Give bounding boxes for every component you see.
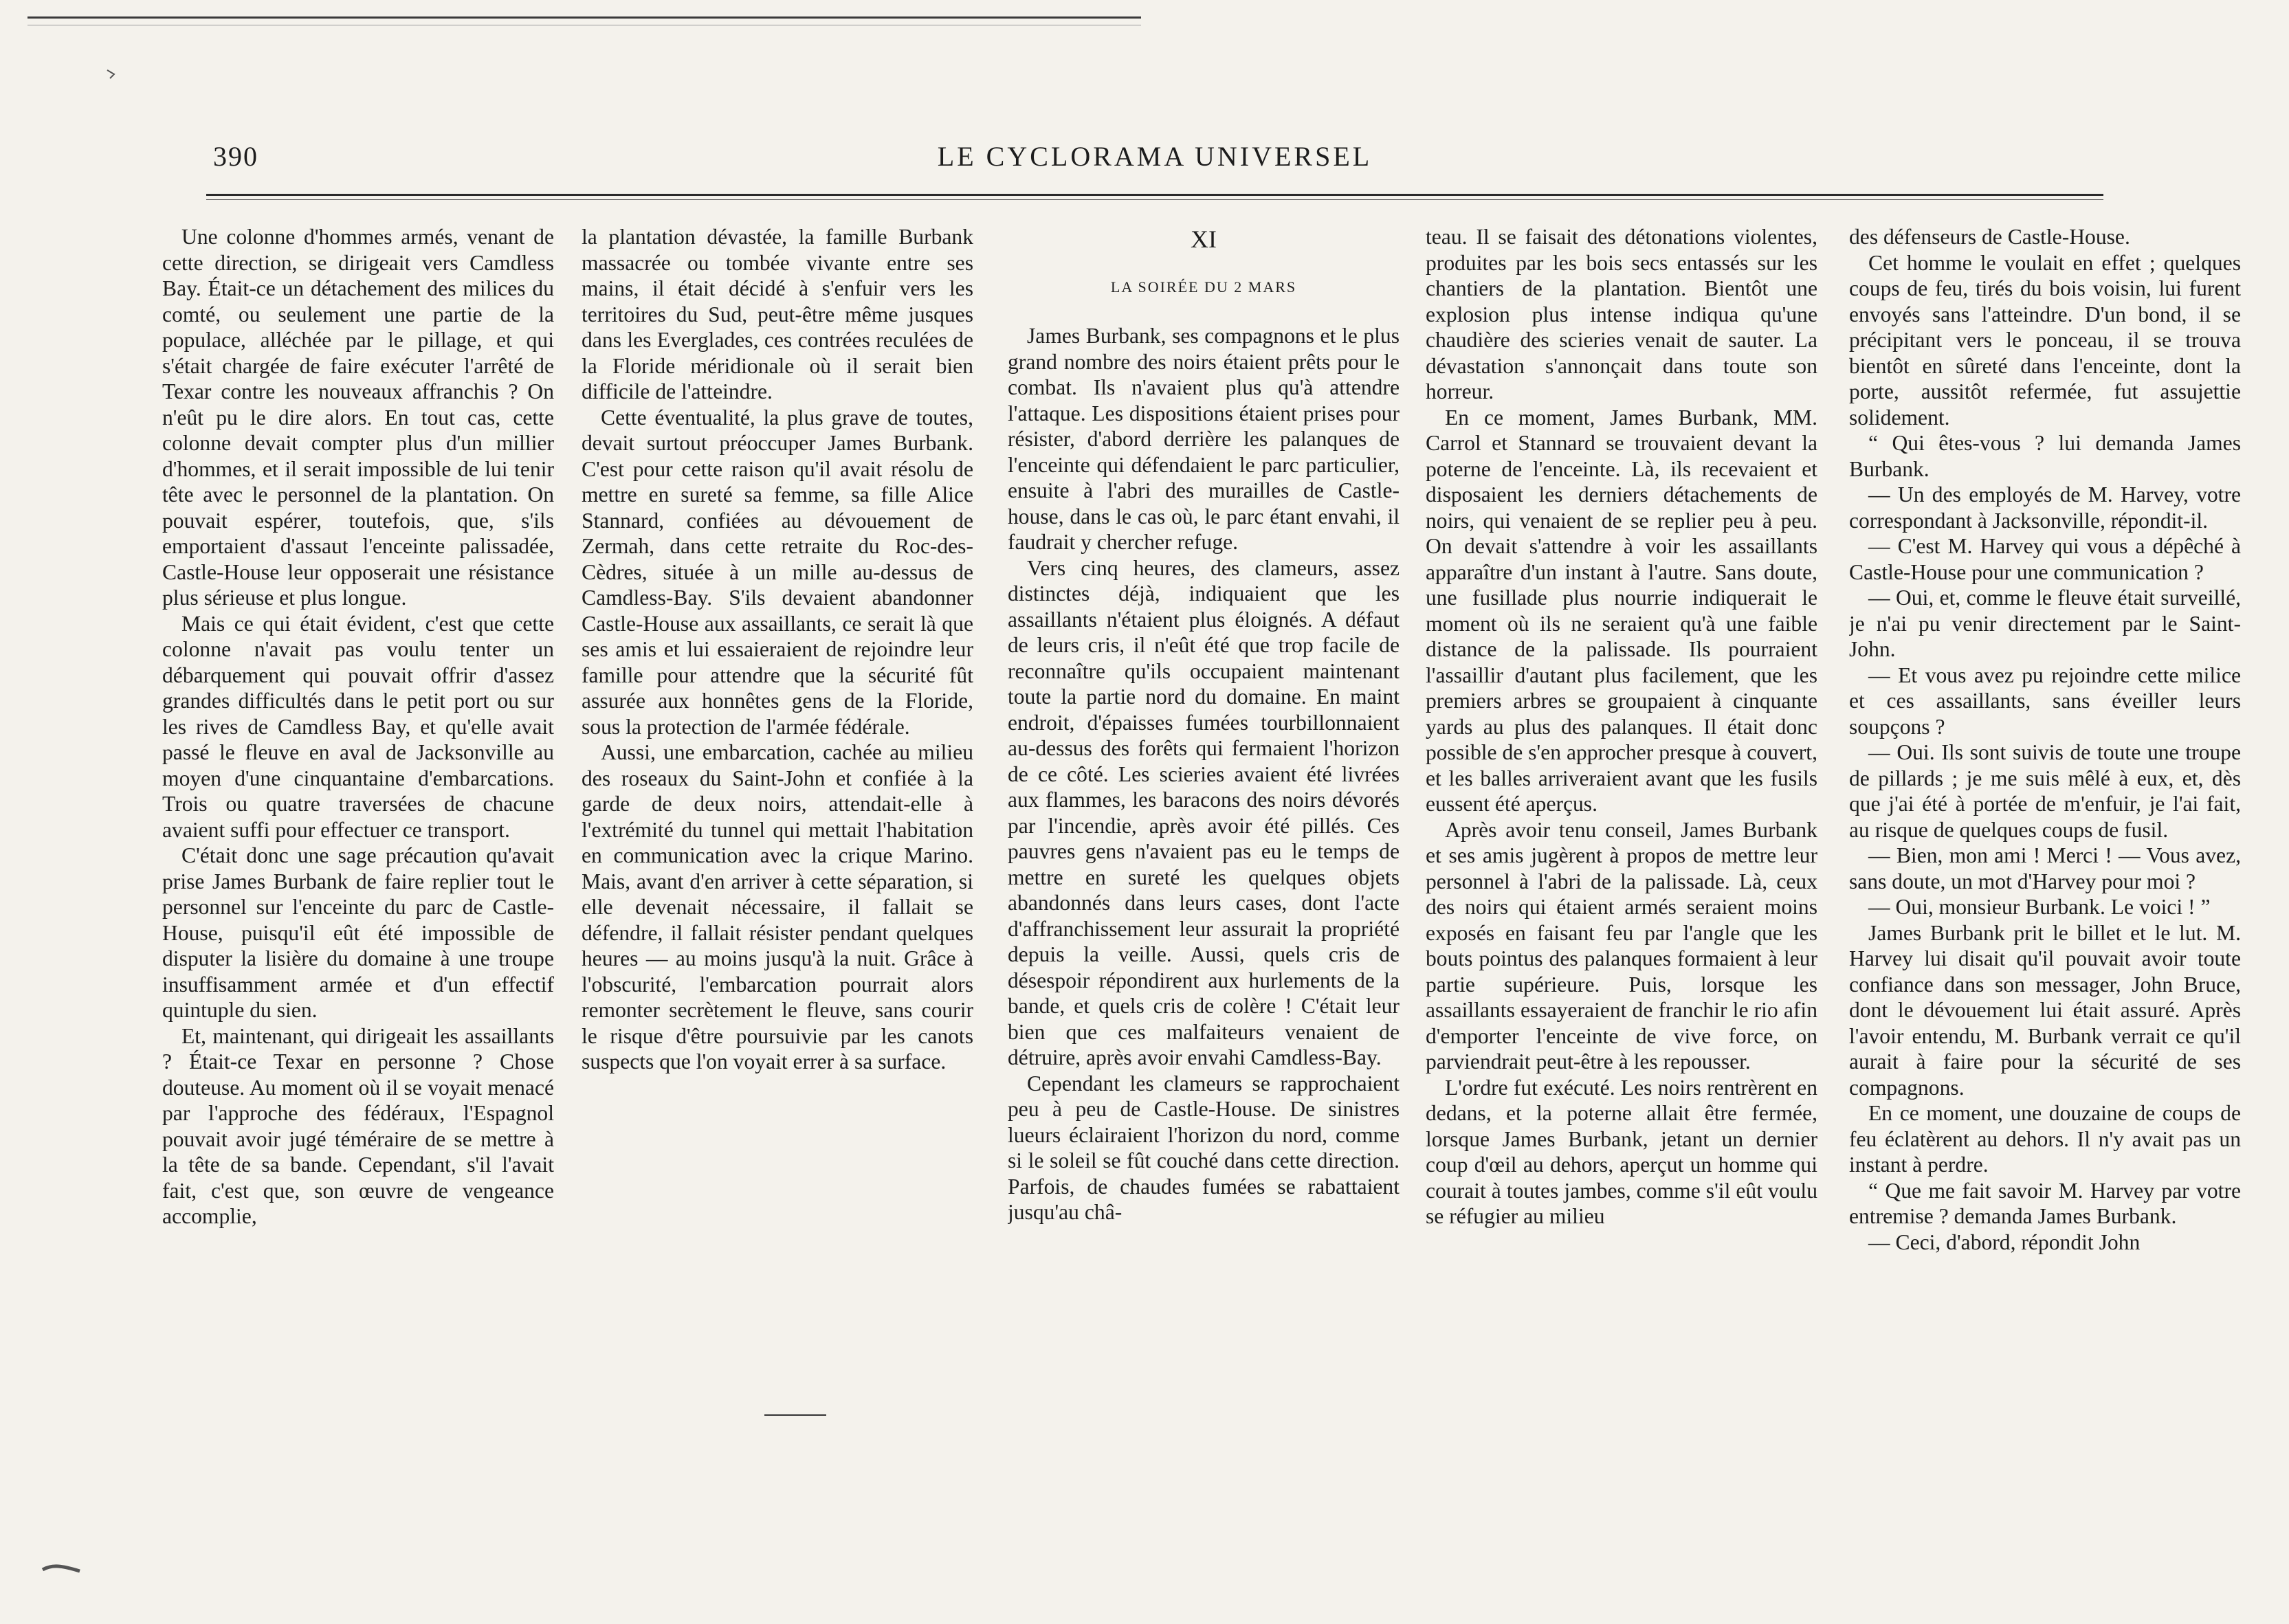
dialogue-line: — Oui, monsieur Burbank. Le voici ! ” xyxy=(1868,895,2211,919)
scan-speck-mark xyxy=(103,66,124,82)
top-border-rule xyxy=(27,16,1141,19)
paragraph: En ce moment, une douzaine de coups de feu éclatèrent au dehors. Il n'y avait pas un instant à perdre. xyxy=(1849,1101,2241,1177)
text-column-3 xyxy=(1008,224,1400,1544)
text-column-2 xyxy=(582,224,973,1544)
chapter-number: XI xyxy=(1191,225,1217,253)
paragraph: Cependant les clameurs se rapprochaient peu à peu de Castle-House. De sinistres lueurs éclairaient l'horizon du nord, comme si le soleil se fût couché dans cette direction. Parfois, de chaudes fumées se rabattaient jusqu'au châ- xyxy=(1008,1071,1400,1224)
header-rule xyxy=(206,194,2103,196)
paragraph: Une colonne d'hommes armés, venant de cette direction, se dirigeait vers Camdless Bay. Était-ce un détachement des milices du comté, ou seulement une partie de la populace, alléchée par le pillage, et qui s'était chargée de faire exécuter l'arrêté de Texar contre les nouveaux affranchis ? On n'eût pu le dire alors. En tout cas, cette colonne devait compter plus d'un millier d'hommes, et il serait impossible de lui tenir tête avec le personnel de la plantation. On pouvait espérer, toutefois, que, s'ils emportaient d'assaut l'enceinte palissadée, Castle-House leur opposerait une résistance plus sérieuse et plus longue. xyxy=(162,225,554,610)
dialogue-line: — Un des employés de M. Harvey, votre correspondant à Jacksonville, répondit-il. xyxy=(1849,482,2241,533)
dialogue-line: — Oui. Ils sont suivis de toute une troupe de pillards ; je me suis mêlé à eux, et, dès que j'ai été à portée de m'enfuir, je l'ai fait, au risque de quelques coups de fusil. xyxy=(1849,740,2241,842)
scan-smudge-mark xyxy=(41,1561,82,1578)
dialogue-line: — C'est M. Harvey qui vous a dépêché à Castle-House pour une communication ? xyxy=(1849,534,2241,584)
dialogue-line: — Oui, et, comme le fleuve était surveillé, je n'ai pu venir directement par le Saint-John. xyxy=(1849,586,2241,661)
paragraph: James Burbank, ses compagnons et le plus grand nombre des noirs étaient prêts pour le combat. Ils n'avaient plus qu'à attendre l'attaque. Les dispositions étaient prises pour résister, d'abord derrière les palanques de l'enceinte qui défendaient le parc particulier, ensuite à l'abri des murailles de Castle-house, dans le cas où, le parc étant envahi, il faudrait y chercher refuge. xyxy=(1008,324,1400,554)
running-title: LE CYCLORAMA UNIVERSEL xyxy=(937,141,1373,172)
text-column-4 xyxy=(1426,224,1817,1544)
paragraph: Vers cinq heures, des clameurs, assez distinctes déjà, indiquaient que les assaillants n'étaient plus éloignés. A défaut de leurs cris, il n'eût été que trop facile de reconnaître qu'ils occupaient maintenant toute la partie nord du domaine. En maint endroit, d'épaisses fumées tourbillonnaient au-dessus des forêts qui fermaient l'horizon de ce côté. Les scieries avaient été livrées aux flammes, les baracons des noirs dévorés par l'incendie, après avoir été pillés. Ces pauvres gens n'avaient pas eu le temps de mettre en sureté les quelques objets abandonnés dans leurs cases, dont l'acte d'affranchissement leur assurait la propriété depuis la veille. Aussi, quels cris de désespoir répondirent aux hurlements de la bande, et quels cris de colère ! C'était leur bien que ces malfaiteurs venaient de détruire, après avoir envahi Camdless-Bay. xyxy=(1008,555,1400,1069)
page-number: 390 xyxy=(213,141,258,172)
dialogue-line: — Ceci, d'abord, répondit John xyxy=(1868,1230,2141,1254)
paragraph: Aussi, une embarcation, cachée au milieu des roseaux du Saint-John et confiée à la garde de deux noirs, attendait-elle à l'extrémité du tunnel qui mettait l'habitation en communication avec la crique Marino. Mais, avant d'en arriver à cette séparation, si elle devenait nécessaire, il fallait se défendre, il fallait résister pendant quelques heures — au moins jusqu'à la nuit. Grâce à l'obscurité, l'embarcation pourrait alors remonter secrètement le fleuve, sans courir le risque d'être poursuivie par les canots suspects que l'on voyait errer à sa surface. xyxy=(582,740,973,1074)
paragraph: Mais ce qui était évident, c'est que cette colonne n'avait pas voulu tenter un débarquement qui pouvait offrir d'assez grandes difficultés dans le petit port ou sur les rives de Camdless Bay, et qu'elle avait passé le fleuve en aval de Jacksonville au moyen d'une cinquantaine d'embarcations. Trois ou quatre traversées de chacune avaient suffi pour effectuer ce transport. xyxy=(162,611,554,842)
header-rule-thin xyxy=(206,199,2103,200)
paragraph: Cet homme le voulait en effet ; quelques coups de feu, tirés du bois voisin, lui furent envoyés sans l'atteindre. D'un bond, il se précipitant vers le ponceau, il se trouva bientôt en sûreté dans l'enceinte, dont la porte, aussitôt refermée, fut assujettie solidement. xyxy=(1849,250,2241,430)
paragraph-continued: teau. Il se faisait des détonations violentes, produites par les bois secs entassés sur les chantiers de la plantation. Bientôt une explosion plus intense indiqua qu'une chaudière des scieries venait de sauter. La dévastation s'annonçait dans toute son horreur. xyxy=(1426,225,1817,403)
paragraph-continued: la plantation dévastée, la famille Burbank massacrée ou tombée vivante entre ses mains, il était décidé à s'enfuir vers les territoires du Sud, peut-être même jusques dans les Everglades, ces contrées reculées de la Floride méridionale où il serait bien difficile de l'atteindre. xyxy=(582,225,973,403)
paragraph: James Burbank prit le billet et le lut. M. Harvey lui disait qu'il pouvait avoir toute confiance dans son messager, John Bruce, dont le dévouement lui était assuré. Après l'avoir entendu, M. Burbank verrait ce qu'il aurait à faire pour la sécurité de ses compagnons. xyxy=(1849,920,2241,1100)
chapter-title: LA SOIRÉE DU 2 MARS xyxy=(1110,278,1297,296)
dialogue-line: — Bien, mon ami ! Merci ! — Vous avez, sans doute, un mot d'Harvey pour moi ? xyxy=(1849,843,2241,893)
dialogue-line: — Et vous avez pu rejoindre cette milice et ces assaillants, sans éveiller leurs soupçons ? xyxy=(1849,663,2241,739)
text-column-1 xyxy=(162,224,554,1544)
dialogue-line: “ Qui êtes-vous ? lui demanda James Burbank. xyxy=(1849,431,2241,481)
page-header xyxy=(206,137,2103,186)
paragraph: En ce moment, James Burbank, MM. Carrol et Stannard se trouvaient devant la poterne de l'enceinte. Là, ils recevaient et disposaient les derniers détachements de noirs, qui venaient de se replier peu à peu. On devait s'attendre à voir les assaillants apparaître d'un instant à l'autre. Sans doute, une fusillade plus nourrie indiquerait le moment où ils ne seraient qu'à une faible distance de la palissade. Ils pourraient l'assaillir d'autant plus facilement, que les premiers arbres se groupaient à cinquante yards au plus des palanques. Il était donc possible de s'en approcher presque à couvert, et les balles arriveraient avant que les fusils eussent été aperçus. xyxy=(1426,405,1817,816)
paragraph: L'ordre fut exécuté. Les noirs rentrèrent en dedans, et la poterne allait être fermée, lorsque James Burbank, jetant un dernier coup d'œil au dehors, aperçut un homme qui courait à toutes jambes, comme s'il eût voulu se réfugier au milieu xyxy=(1426,1075,1817,1228)
paragraph: Et, maintenant, qui dirigeait les assaillants ? Était-ce Texar en personne ? Chose douteuse. Au moment où il se voyait menacé par l'approche des fédéraux, l'Espagnol pouvait avoir jugé téméraire de se mettre à la tête de sa bande. Cependant, s'il l'avait fait, c'est que, son œuvre de vengeance accomplie, xyxy=(162,1023,554,1228)
text-column-5 xyxy=(1849,224,2241,1544)
section-end-rule xyxy=(764,1414,826,1416)
paragraph: Cette éventualité, la plus grave de toutes, devait surtout préoccuper James Burbank. C'est pour cette raison qu'il avait résolu de mettre en sureté sa femme, sa fille Alice Stannard, confiées au dévouement de Zermah, dans cette retraite du Roc-des-Cèdres, située à un mille au-dessus de Camdless-Bay. S'ils devaient abandonner Castle-House aux assaillants, ce serait là que ses amis et lui essaieraient de rejoindre leur famille pour attendre que la sécurité fût assurée aux honnêtes gens de la Floride, sous la protection de l'armée fédérale. xyxy=(582,405,973,739)
paragraph-continued: des défenseurs de Castle-House. xyxy=(1849,225,2130,249)
paragraph: C'était donc une sage précaution qu'avait prise James Burbank de faire replier tout le personnel sur l'enceinte du parc de Castle-House, puisqu'il eût été impossible de disputer la lisière du domaine à une troupe insuffisamment armée et d'un effectif quintuple du sien. xyxy=(162,843,554,1022)
paragraph: Après avoir tenu conseil, James Burbank et ses amis jugèrent à propos de mettre leur personnel à l'abri de la palissade. Là, ceux des noirs qui étaient armés seraient moins exposés en faisant feu par l'angle que les bouts pointus des palanques formaient à leur partie supérieure. Puis, lorsque les assaillants essayeraient de franchir le rio afin d'emporter l'enceinte de vive force, on parviendrait peut-être à les repousser. xyxy=(1426,817,1817,1074)
dialogue-line: “ Que me fait savoir M. Harvey par votre entremise ? demanda James Burbank. xyxy=(1849,1178,2241,1228)
